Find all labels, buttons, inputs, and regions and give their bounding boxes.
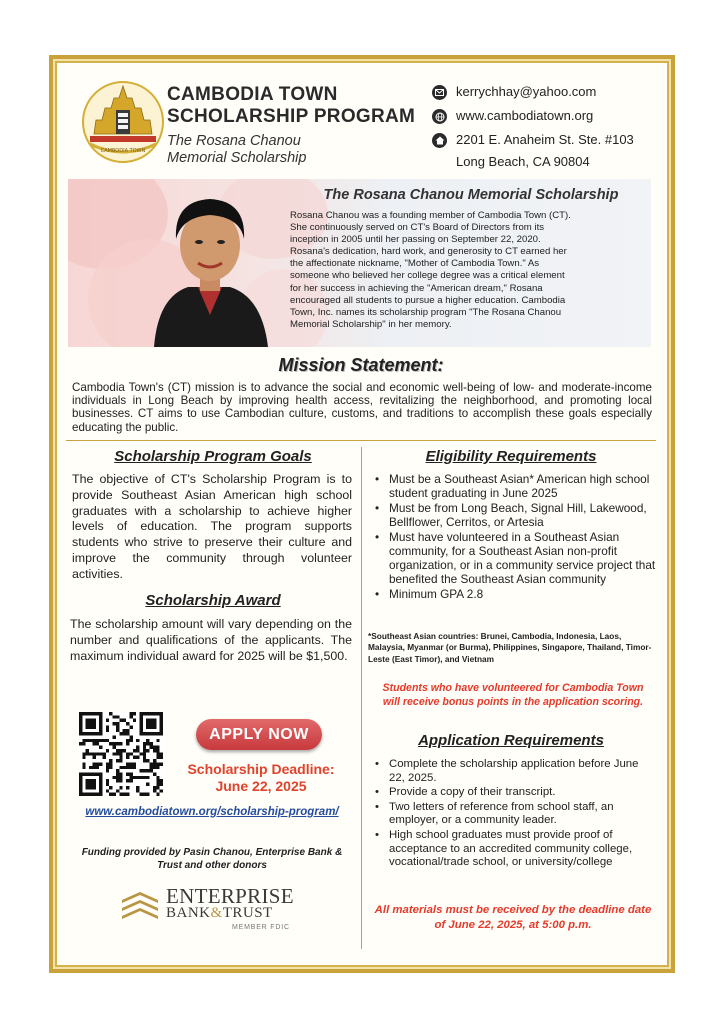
qr-module bbox=[96, 739, 99, 742]
qr-module bbox=[129, 766, 132, 769]
qr-module bbox=[89, 766, 92, 769]
qr-module bbox=[156, 756, 159, 759]
final-deadline-note: All materials must be received by the deadline date of June 22, 2025, at 5:00 p.m. bbox=[374, 904, 652, 931]
deadline-label: Scholarship Deadline: bbox=[187, 761, 335, 777]
eligibility-item: • Minimum GPA 2.8 bbox=[372, 587, 656, 601]
qr-module bbox=[160, 752, 163, 755]
mail-icon bbox=[432, 85, 447, 100]
qr-module bbox=[129, 776, 132, 779]
application-list bbox=[372, 758, 656, 871]
qr-module bbox=[139, 769, 142, 772]
qr-module bbox=[106, 749, 109, 752]
qr-module bbox=[123, 766, 126, 769]
qr-module bbox=[89, 739, 92, 742]
qr-module bbox=[136, 739, 139, 742]
qr-module bbox=[133, 762, 136, 765]
banner-text-line: for her success in achieving the "American dream," Rosana bbox=[290, 282, 543, 294]
address-line1: 2201 E. Anaheim St. Ste. #103 bbox=[456, 132, 634, 147]
qr-module bbox=[139, 793, 142, 796]
funding-text: Funding provided by Pasin Chanou, Enterprise Bank & Trust and other donors bbox=[81, 847, 343, 871]
qr-module bbox=[146, 769, 149, 772]
qr-module bbox=[116, 729, 119, 732]
scholarship-deadline bbox=[170, 761, 352, 795]
qr-module bbox=[156, 779, 159, 782]
qr-module bbox=[153, 786, 156, 789]
qr-module bbox=[109, 759, 112, 762]
program-title-line2: SCHOLARSHIP PROGRAM bbox=[167, 106, 416, 127]
qr-module bbox=[126, 772, 129, 775]
qr-module bbox=[106, 766, 109, 769]
enterprise-bank-trust bbox=[166, 905, 273, 922]
scholarship-url-link[interactable]: www.cambodiatown.org/scholarship-program/ bbox=[85, 806, 339, 818]
qr-module bbox=[116, 742, 119, 745]
email-link[interactable]: kerrychhay@yahoo.com bbox=[456, 84, 597, 99]
qr-module bbox=[153, 762, 156, 765]
qr-module bbox=[146, 776, 149, 779]
qr-module bbox=[82, 739, 85, 742]
qr-module bbox=[136, 786, 139, 789]
qr-module bbox=[156, 783, 159, 786]
qr-module bbox=[133, 712, 136, 715]
qr-module bbox=[156, 786, 159, 789]
qr-module bbox=[156, 793, 159, 796]
banner-text-line: Rosana's dedication, hard work, and generosity to CT earned her bbox=[290, 246, 567, 258]
qr-module bbox=[156, 776, 159, 779]
qr-module bbox=[116, 789, 119, 792]
qr-module bbox=[126, 739, 129, 742]
qr-module bbox=[153, 749, 156, 752]
qr-module bbox=[119, 719, 122, 722]
qr-module bbox=[133, 749, 136, 752]
apply-now-button[interactable]: APPLY NOW bbox=[196, 719, 322, 750]
qr-module bbox=[116, 759, 119, 762]
qr-module bbox=[116, 722, 119, 725]
qr-module bbox=[133, 756, 136, 759]
qr-module bbox=[143, 793, 146, 796]
member-fdic: MEMBER FDIC bbox=[232, 924, 290, 931]
qr-module bbox=[129, 739, 132, 742]
qr-module bbox=[103, 756, 106, 759]
svg-text:CAMBODIA TOWN: CAMBODIA TOWN bbox=[100, 148, 146, 154]
qr-module bbox=[156, 739, 159, 742]
qr-module bbox=[160, 783, 163, 786]
program-subtitle-line2: Memorial Scholarship bbox=[167, 150, 307, 166]
eligibility-item: • Must have volunteered in a Southeast Asian community, for a Southeast Asian non-profit organization, or in a community service project that benefited the Southeast Asian community bbox=[372, 530, 656, 587]
qr-module bbox=[123, 729, 126, 732]
qr-module bbox=[116, 769, 119, 772]
goals-title: Scholarship Program Goals bbox=[114, 448, 312, 465]
qr-module bbox=[146, 793, 149, 796]
qr-module bbox=[129, 762, 132, 765]
southeast-asia-footnote: *Southeast Asian countries: Brunei, Cambodia, Indonesia, Laos, Malaysia, Myanmar (or Burma), Philippines, Singapore, Thailand, Timor-Leste (East Timor), and Vietnam bbox=[368, 631, 652, 664]
trust-word: TRUST bbox=[222, 905, 273, 921]
qr-module bbox=[113, 742, 116, 745]
qr-module bbox=[109, 766, 112, 769]
qr-module bbox=[139, 752, 142, 755]
qr-module bbox=[96, 742, 99, 745]
qr-module bbox=[129, 712, 132, 715]
column-divider bbox=[361, 447, 362, 949]
qr-module bbox=[109, 786, 112, 789]
portrait-photo bbox=[144, 185, 274, 347]
eligibility-title: Eligibility Requirements bbox=[425, 448, 597, 465]
header bbox=[66, 70, 656, 170]
qr-module bbox=[156, 762, 159, 765]
qr-module bbox=[109, 742, 112, 745]
qr-module bbox=[109, 712, 112, 715]
qr-module bbox=[106, 789, 109, 792]
qr-module bbox=[82, 756, 85, 759]
qr-module bbox=[106, 783, 109, 786]
qr-module bbox=[153, 759, 156, 762]
qr-module bbox=[150, 762, 153, 765]
qr-module bbox=[116, 715, 119, 718]
qr-module bbox=[160, 789, 163, 792]
home-icon bbox=[432, 133, 447, 148]
ampersand: & bbox=[210, 905, 223, 921]
qr-module bbox=[116, 772, 119, 775]
qr-module bbox=[119, 742, 122, 745]
qr-module bbox=[92, 742, 95, 745]
qr-code[interactable] bbox=[79, 712, 163, 796]
qr-module bbox=[119, 779, 122, 782]
qr-module bbox=[129, 725, 132, 728]
enterprise-name: ENTERPRISE bbox=[166, 884, 294, 908]
qr-module bbox=[82, 766, 85, 769]
program-subtitle-line1: The Rosana Chanou bbox=[167, 133, 301, 149]
qr-module bbox=[143, 752, 146, 755]
enterprise-bank-logo bbox=[120, 886, 320, 936]
qr-module bbox=[82, 752, 85, 755]
application-item: • Complete the scholarship application before June 22, 2025. bbox=[372, 758, 656, 785]
qr-module bbox=[99, 752, 102, 755]
qr-module bbox=[113, 722, 116, 725]
memorial-banner bbox=[68, 179, 651, 347]
contact-info bbox=[432, 84, 656, 178]
qr-module bbox=[123, 749, 126, 752]
qr-module bbox=[92, 739, 95, 742]
qr-module bbox=[113, 746, 116, 749]
qr-module bbox=[123, 719, 126, 722]
qr-module bbox=[156, 746, 159, 749]
qr-module bbox=[146, 759, 149, 762]
qr-module bbox=[126, 766, 129, 769]
qr-module bbox=[119, 759, 122, 762]
qr-module bbox=[99, 762, 102, 765]
eligibility-list bbox=[372, 472, 656, 602]
qr-module bbox=[82, 742, 85, 745]
qr-module bbox=[156, 749, 159, 752]
qr-module bbox=[136, 789, 139, 792]
award-text: The scholarship amount will vary depending on the number and qualifications of the applicants. The maximum individual award for 2025 will be $1,500. bbox=[70, 617, 352, 663]
qr-module bbox=[119, 766, 122, 769]
cambodia-town-logo bbox=[80, 80, 166, 164]
eligibility-item: • Must be from Long Beach, Signal Hill, Lakewood, Bellflower, Cerritos, or Artesia bbox=[372, 501, 656, 529]
qr-module bbox=[106, 769, 109, 772]
qr-module bbox=[106, 762, 109, 765]
qr-module bbox=[123, 732, 126, 735]
qr-module bbox=[119, 752, 122, 755]
qr-module bbox=[119, 732, 122, 735]
section-divider bbox=[66, 440, 656, 441]
qr-module bbox=[119, 776, 122, 779]
qr-module bbox=[153, 789, 156, 792]
qr-module bbox=[106, 739, 109, 742]
qr-module bbox=[160, 762, 163, 765]
banner-title: The Rosana Chanou Memorial Scholarship bbox=[323, 187, 619, 203]
program-title-line1: CAMBODIA TOWN bbox=[167, 84, 338, 105]
bank-word: BANK bbox=[166, 905, 211, 921]
qr-module bbox=[82, 762, 85, 765]
qr-module bbox=[150, 769, 153, 772]
contact-address bbox=[432, 132, 656, 170]
qr-module bbox=[116, 749, 119, 752]
qr-module bbox=[129, 779, 132, 782]
qr-module bbox=[126, 742, 129, 745]
qr-module bbox=[146, 749, 149, 752]
qr-module bbox=[143, 749, 146, 752]
banner-text-line: encouraged all students to pursue a higher education. Cambodia bbox=[290, 294, 566, 306]
qr-module bbox=[92, 752, 95, 755]
globe-icon bbox=[432, 109, 447, 124]
qr-module bbox=[86, 739, 89, 742]
banner-text-line: someone who believed her college degree was a critical element bbox=[290, 270, 565, 282]
qr-module bbox=[116, 725, 119, 728]
qr-module bbox=[150, 766, 153, 769]
qr-module bbox=[143, 742, 146, 745]
application-item: • Provide a copy of their transcript. bbox=[372, 786, 656, 800]
qr-module bbox=[106, 719, 109, 722]
qr-module bbox=[136, 776, 139, 779]
qr-module bbox=[119, 756, 122, 759]
qr-module bbox=[116, 752, 119, 755]
qr-module bbox=[150, 742, 153, 745]
qr-module bbox=[146, 742, 149, 745]
qr-module bbox=[156, 766, 159, 769]
qr-module bbox=[143, 759, 146, 762]
address-line2: Long Beach, CA 90804 bbox=[456, 154, 590, 169]
qr-module bbox=[129, 772, 132, 775]
qr-module bbox=[89, 752, 92, 755]
qr-module bbox=[160, 756, 163, 759]
enterprise-logo-mark bbox=[120, 890, 160, 924]
qr-module bbox=[126, 786, 129, 789]
qr-module bbox=[113, 715, 116, 718]
qr-module bbox=[92, 756, 95, 759]
qr-module bbox=[153, 772, 156, 775]
banner-text-line: the affectionate nickname, "Mother of Cambodia Town." As bbox=[290, 258, 540, 270]
qr-module bbox=[119, 786, 122, 789]
qr-module bbox=[126, 729, 129, 732]
qr-module bbox=[136, 756, 139, 759]
qr-module bbox=[113, 736, 116, 739]
application-item: • High school graduates must provide proof of acceptance to an accredited community college, vocational/trade school, or university/college bbox=[372, 829, 656, 870]
banner-text-line: inception in 2005 until her passing on September 22, 2020. bbox=[290, 234, 541, 246]
qr-module bbox=[129, 715, 132, 718]
qr-module bbox=[103, 752, 106, 755]
contact-email bbox=[432, 84, 656, 100]
address bbox=[456, 132, 634, 170]
qr-module bbox=[109, 762, 112, 765]
qr-module bbox=[126, 779, 129, 782]
website-link[interactable]: www.cambodiatown.org bbox=[456, 108, 594, 123]
qr-module bbox=[92, 766, 95, 769]
qr-module bbox=[79, 742, 82, 745]
banner-text-line: Town, Inc. names its scholarship program "The Rosana Chanou bbox=[290, 306, 562, 318]
qr-module bbox=[153, 746, 156, 749]
banner-text-line: Memorial Scholarship" in her memory. bbox=[290, 318, 452, 330]
qr-module bbox=[116, 776, 119, 779]
qr-module bbox=[96, 762, 99, 765]
qr-module bbox=[96, 766, 99, 769]
qr-module bbox=[99, 746, 102, 749]
banner-text-line: Rosana Chanou was a founding member of Cambodia Town (CT). bbox=[290, 210, 571, 221]
award-title: Scholarship Award bbox=[145, 592, 281, 609]
qr-module bbox=[126, 756, 129, 759]
mission-title: Mission Statement: bbox=[278, 355, 444, 375]
title-block bbox=[167, 84, 427, 167]
qr-module bbox=[106, 725, 109, 728]
qr-module bbox=[99, 739, 102, 742]
qr-module bbox=[156, 752, 159, 755]
qr-module bbox=[143, 756, 146, 759]
qr-module bbox=[113, 776, 116, 779]
qr-module bbox=[133, 719, 136, 722]
qr-module bbox=[96, 752, 99, 755]
qr-module bbox=[119, 772, 122, 775]
qr-module bbox=[86, 749, 89, 752]
qr-module bbox=[136, 746, 139, 749]
qr-module bbox=[143, 776, 146, 779]
qr-module bbox=[119, 749, 122, 752]
qr-module bbox=[92, 762, 95, 765]
qr-module bbox=[126, 752, 129, 755]
contact-website bbox=[432, 108, 656, 124]
qr-module bbox=[126, 762, 129, 765]
banner-text-line: She continuously served on CT's Board of Directors from its bbox=[290, 222, 545, 234]
qr-module bbox=[129, 736, 132, 739]
mission-text: Cambodia Town's (CT) mission is to advance the social and economic well-being of low- and moderate-income individuals in Long Beach by improving health access, revitalizing the neighborhood, and promoting local businesses. CT aims to use Cambodian culture, customs, and traditions to accomplish these goals especially educating the public. bbox=[72, 381, 652, 434]
qr-module bbox=[119, 793, 122, 796]
eligibility-item: • Must be a Southeast Asian* American high school student graduating in June 2025 bbox=[372, 472, 656, 500]
qr-module bbox=[123, 793, 126, 796]
qr-module bbox=[126, 722, 129, 725]
qr-module bbox=[129, 752, 132, 755]
qr-module bbox=[160, 779, 163, 782]
banner-text bbox=[290, 210, 646, 331]
qr-module bbox=[139, 776, 142, 779]
qr-module bbox=[113, 752, 116, 755]
bonus-points-note: Students who have volunteered for Cambodia Town will receive bonus points in the application scoring. bbox=[382, 682, 644, 708]
qr-module bbox=[143, 746, 146, 749]
qr-module bbox=[143, 769, 146, 772]
qr-module bbox=[153, 766, 156, 769]
goals-text: The objective of CT's Scholarship Program is to provide Southeast Asian American high school graduates with a scholarship to achieve higher levels of education. The program supports students who strive to preserve their culture and improve the community through volunteer activities. bbox=[72, 472, 352, 581]
qr-module bbox=[106, 729, 109, 732]
application-title: Application Requirements bbox=[418, 732, 604, 749]
qr-module bbox=[86, 752, 89, 755]
application-item: • Two letters of reference from school staff, an employer, or a community leader. bbox=[372, 801, 656, 828]
qr-module bbox=[146, 739, 149, 742]
qr-module bbox=[126, 793, 129, 796]
qr-module bbox=[150, 746, 153, 749]
qr-module bbox=[133, 766, 136, 769]
deadline-date: June 22, 2025 bbox=[215, 778, 307, 794]
qr-module bbox=[109, 793, 112, 796]
qr-module bbox=[113, 793, 116, 796]
qr-module bbox=[116, 779, 119, 782]
qr-module bbox=[103, 739, 106, 742]
qr-module bbox=[126, 732, 129, 735]
qr-module bbox=[146, 783, 149, 786]
qr-module bbox=[106, 779, 109, 782]
qr-module bbox=[136, 749, 139, 752]
qr-module bbox=[133, 776, 136, 779]
